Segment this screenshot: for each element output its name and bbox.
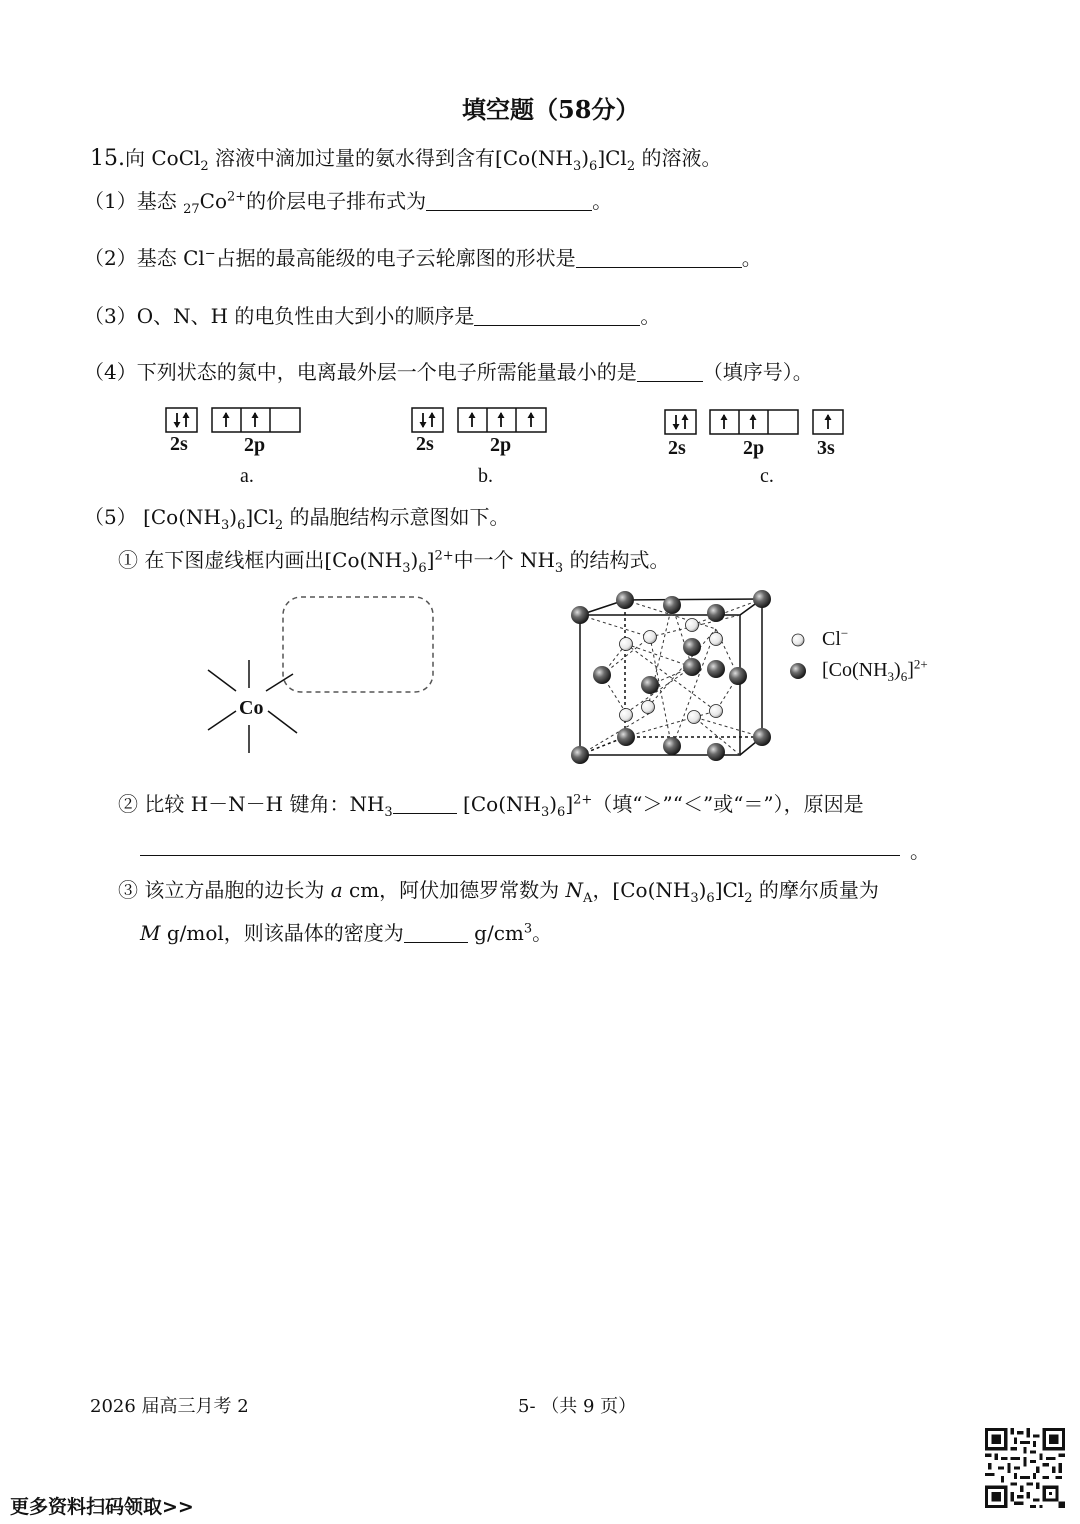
section-title: 填空题（58分）: [462, 95, 640, 124]
orbital-label: 2p: [743, 437, 765, 459]
part-text: 。: [640, 304, 661, 328]
formula-sub: 6: [418, 561, 427, 576]
part-text: ① 在下图虚线框内画出[Co(NH: [118, 548, 403, 572]
drawing-box[interactable]: [283, 597, 433, 692]
part-text: ): [698, 878, 707, 902]
answer-blank[interactable]: [576, 247, 742, 268]
legend-text: ]: [907, 659, 914, 681]
formula-sub: 3: [402, 561, 411, 576]
orbital-c: [665, 410, 843, 434]
footer-page-number: 5- （共 9 页）: [518, 1396, 637, 1417]
answer-blank[interactable]: [637, 361, 703, 382]
part-text: （4）下列状态的氮中，电离最外层一个电子所需能量最小的是: [84, 360, 637, 384]
part-text: ): [410, 548, 419, 572]
part-text: 。: [741, 246, 762, 270]
orbital-b: [412, 408, 546, 432]
legend-complex-marker: [790, 663, 806, 679]
part-text: cm，阿伏加德罗常数为: [342, 878, 566, 902]
co-label: Co: [239, 697, 264, 719]
subquestion-2: [118, 791, 864, 820]
part-text: ]Cl: [714, 878, 745, 902]
part-text: ]: [426, 548, 435, 572]
reason-answer-line[interactable]: [140, 855, 900, 856]
subquestion-3-line1: [118, 877, 879, 906]
formula-sub: 6: [557, 805, 566, 820]
formula-sub: 2: [274, 518, 284, 533]
stem-text: 溶液中滴加过量的氨水得到含有[Co(NH: [208, 146, 573, 170]
stem-sub: 2: [626, 159, 636, 174]
ion-charge: 2+: [226, 189, 247, 205]
formula-sub: A: [583, 891, 593, 906]
legend-text: ): [894, 659, 901, 681]
orbital-label: 2p: [244, 434, 266, 456]
stem-sub: 2: [200, 159, 209, 174]
part-text: （1）基态: [84, 189, 184, 213]
orbital-label: 3s: [817, 437, 835, 459]
orbital-label: 2s: [668, 437, 686, 459]
part-2: [84, 245, 762, 271]
part-3: [84, 303, 660, 329]
legend-complex-label: [822, 656, 928, 684]
part-text: 的价层电子排布式为: [246, 189, 427, 213]
formula-sub: 3: [690, 891, 699, 906]
orbital-diagrams: [0, 400, 1080, 500]
orbital-caption: a.: [240, 465, 254, 487]
ion-symbol: Co: [199, 189, 227, 213]
stem-sub: 6: [589, 159, 598, 174]
part-text: 。: [532, 921, 553, 945]
orbital-a: [166, 408, 300, 432]
bottom-link[interactable]: 更多资料扫码领取>>: [10, 1496, 194, 1518]
formula-sup: 3: [523, 921, 533, 937]
formula-sub: 3: [540, 805, 550, 820]
orbital-label: 2s: [170, 433, 188, 455]
formula-sup: 2+: [434, 548, 454, 564]
part-text: 。: [592, 189, 613, 213]
legend-markers: [788, 630, 808, 690]
part-text: （5） [Co(NH: [84, 505, 221, 529]
part-text: （填序号）。: [702, 360, 813, 384]
answer-blank[interactable]: [426, 190, 592, 211]
part-text: ): [549, 792, 558, 816]
legend-text: [Co(NH: [822, 659, 888, 681]
part-text: ③ 该立方晶胞的边长为: [118, 878, 331, 902]
part-text: g/cm: [467, 921, 524, 945]
part-text: 占据的最高能级的电子云轮廓图的形状是: [215, 246, 576, 270]
chloride-ions: [620, 619, 723, 724]
answer-blank[interactable]: [474, 305, 640, 326]
legend-chloride-label: [822, 625, 849, 651]
part-4: [84, 359, 813, 385]
part-text: （填“＞”“＜”或“＝”），原因是: [592, 792, 864, 816]
reason-end: 。: [910, 839, 930, 863]
part-text: 的晶胞结构示意图如下。: [283, 505, 510, 529]
question-stem: [90, 145, 721, 172]
part-text: ，[Co(NH: [592, 878, 691, 902]
stem-sub: 3: [572, 159, 582, 174]
part-text: （3）O、N、H 的电负性由大到小的顺序是: [84, 304, 475, 328]
formula-sub: 3: [554, 561, 564, 576]
qr-code-icon[interactable]: [985, 1428, 1065, 1508]
question-number: 15.: [90, 146, 125, 171]
formula-sub: 2: [744, 891, 753, 906]
part-text: ]: [565, 792, 574, 816]
crystal-cell-diagram: [560, 585, 790, 770]
part-text: ]Cl: [245, 505, 275, 529]
stem-text: 的溶液。: [635, 146, 722, 170]
orbital-label: 2s: [416, 433, 434, 455]
part-text: （2）基态 Cl: [84, 246, 205, 270]
variable-m: M: [140, 921, 161, 945]
answer-blank[interactable]: [393, 793, 457, 814]
formula-sub: 3: [220, 518, 230, 533]
legend-sub: 6: [900, 669, 908, 684]
part-text: ): [229, 505, 238, 529]
part-text: 的摩尔质量为: [752, 878, 879, 902]
legend-sup: −: [840, 625, 849, 641]
legend-sup: 2+: [913, 656, 928, 672]
subquestion-1: [118, 547, 670, 576]
part-text: 的结构式。: [563, 548, 670, 572]
legend-chloride-marker: [792, 634, 804, 646]
orbital-caption: c.: [760, 465, 774, 487]
stem-text: ): [581, 146, 590, 170]
co-sketch: [190, 590, 450, 770]
legend-text: Cl: [822, 628, 841, 650]
variable-n: N: [565, 878, 584, 902]
footer-exam-name: 2026 届高三月考 2: [90, 1396, 249, 1417]
formula-sub: 3: [384, 805, 393, 820]
formula-sub: 6: [706, 891, 715, 906]
variable-a: a: [330, 878, 343, 902]
orbital-label: 2p: [490, 434, 512, 456]
ion-charge: −: [204, 246, 216, 262]
part-text: ② 比较 H－N－H 键角：NH: [118, 792, 385, 816]
part-text: 中一个 NH: [453, 548, 555, 572]
formula-sup: 2+: [573, 792, 593, 808]
stem-text: 向 CoCl: [125, 146, 201, 170]
part-text: [Co(NH: [456, 792, 541, 816]
answer-blank[interactable]: [404, 922, 468, 943]
stem-text: ]Cl: [597, 146, 627, 170]
part-1: [84, 188, 613, 217]
atomic-number: 27: [183, 202, 200, 217]
legend-sub: 3: [887, 669, 895, 684]
formula-sub: 6: [237, 518, 246, 533]
part-text: g/mol，则该晶体的密度为: [160, 921, 404, 945]
part-5: [84, 504, 510, 533]
orbital-caption: b.: [478, 465, 493, 487]
subquestion-3-line2: [140, 920, 552, 946]
